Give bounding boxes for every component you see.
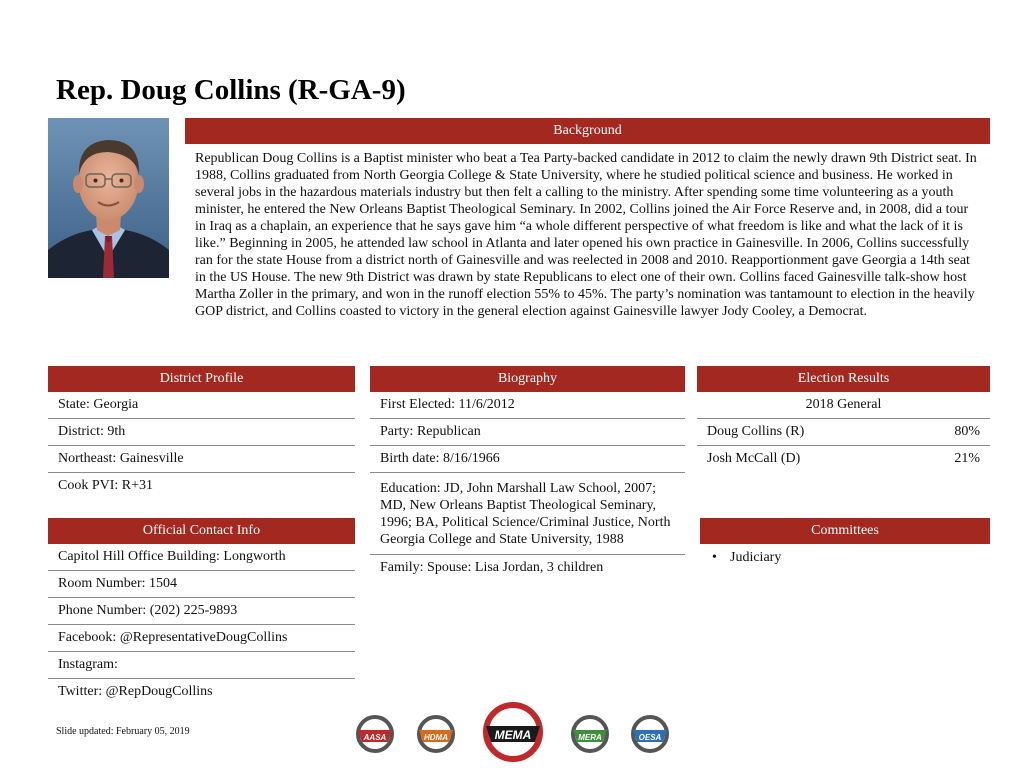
background-header: Background [185,118,990,144]
biography-row: Birth date: 8/16/1966 [370,446,685,473]
aasa-logo [358,717,392,751]
background-text: Republican Doug Collins is a Baptist minister who beat a Tea Party-backed candidate in 2012 to claim the newly drawn 9th District seat. In 1988, Collins graduated from North Georgia College & State University, where he studied political science and business. He worked in several jobs in the hazardous materials industry but then felt a calling to the ministry. After spending some time volunteering as a youth minister, he entered the New Orleans Baptist Theological Seminary. In 2002, Collins joined the Air Force Reserve and, in 2008, did a tour in Iraq as a chaplain, an experience that he says gave him “a whole different perspective of what freedom is like and what the lack of it is like.” Beginning in 2005, he attended law school in Atlanta and later opened his own practice in Gainesville. In 2006, Collins successfully ran for the state House from a district north of Gainesville and was reelected in 2008 and 2010. Reapportionment gave Georgia a 14th seat in the US House. The new 9th District was drawn by state Republicans to elect one of their own. Collins faced Gainesville talk-show host Martha Zoller in the primary, and won in the runoff election 55% to 45%. The party’s nomination was tantamount to election in the heavily GOP district, and Collins coasted to victory in the general election against Gainesville lawyer Jody Cooley, a Democrat. [195,151,977,319]
contact-header: Official Contact Info [48,518,355,544]
election-results-header: Election Results [697,366,990,392]
mema-logo [486,705,540,759]
election-result-row [697,446,990,473]
district-profile-row: State: Georgia [48,392,355,419]
contact-section [48,518,355,706]
contact-row: Twitter: @RepDougCollins [58,684,213,699]
district-profile-row: Northeast: Gainesville [48,446,355,473]
mema-logo-text: MEMA [494,728,532,742]
biography-row: Party: Republican [370,419,685,446]
candidate-percent: 80% [954,424,980,439]
hdma-logo-text: HDMA [424,733,448,742]
committees-list [700,544,990,566]
contact-row: Capitol Hill Office Building: Longworth [48,544,355,571]
slide-updated-note: Slide updated: February 05, 2019 [56,726,190,737]
mera-logo-text: MERA [578,733,602,742]
hdma-logo [419,717,453,751]
page-title: Rep. Doug Collins (R-GA-9) [56,74,406,106]
district-profile-header: District Profile [48,366,355,392]
logos-strip [350,702,680,762]
background-section [185,118,990,320]
district-profile-row: Cook PVI: R+31 [58,478,154,493]
district-profile-section [48,366,355,500]
biography-row: First Elected: 11/6/2012 [370,392,685,419]
oesa-logo [633,717,667,751]
committee-item: • Judiciary [712,550,990,566]
district-profile-row: District: 9th [48,419,355,446]
election-results-section [697,366,990,473]
contact-row: Facebook: @RepresentativeDougCollins [48,625,355,652]
contact-row: Phone Number: (202) 225-9893 [48,598,355,625]
biography-row: Family: Spouse: Lisa Jordan, 3 children [380,560,604,575]
committees-section [700,518,990,566]
election-subheader: 2018 General [697,392,990,419]
association-logos [350,702,680,762]
portrait-image [48,118,169,278]
election-result-row [697,419,990,446]
mera-logo [573,717,607,751]
portrait-photo [48,118,169,278]
contact-row: Instagram: [48,652,355,679]
biography-section [370,366,685,582]
candidate-percent: 21% [954,451,980,466]
contact-row: Room Number: 1504 [48,571,355,598]
committees-header: Committees [700,518,990,544]
candidate-name: Doug Collins (R) [707,424,805,439]
biography-header: Biography [370,366,685,392]
aasa-logo-text: AASA [363,733,387,742]
candidate-name: Josh McCall (D) [707,451,801,466]
biography-row: Education: JD, John Marshall Law School, 2007; MD, New Orleans Baptist Theological Seminary, 1996; BA, Political Science/Criminal Justice, North Georgia College and State University, 1988 [370,473,685,555]
oesa-logo-text: OESA [638,733,662,742]
